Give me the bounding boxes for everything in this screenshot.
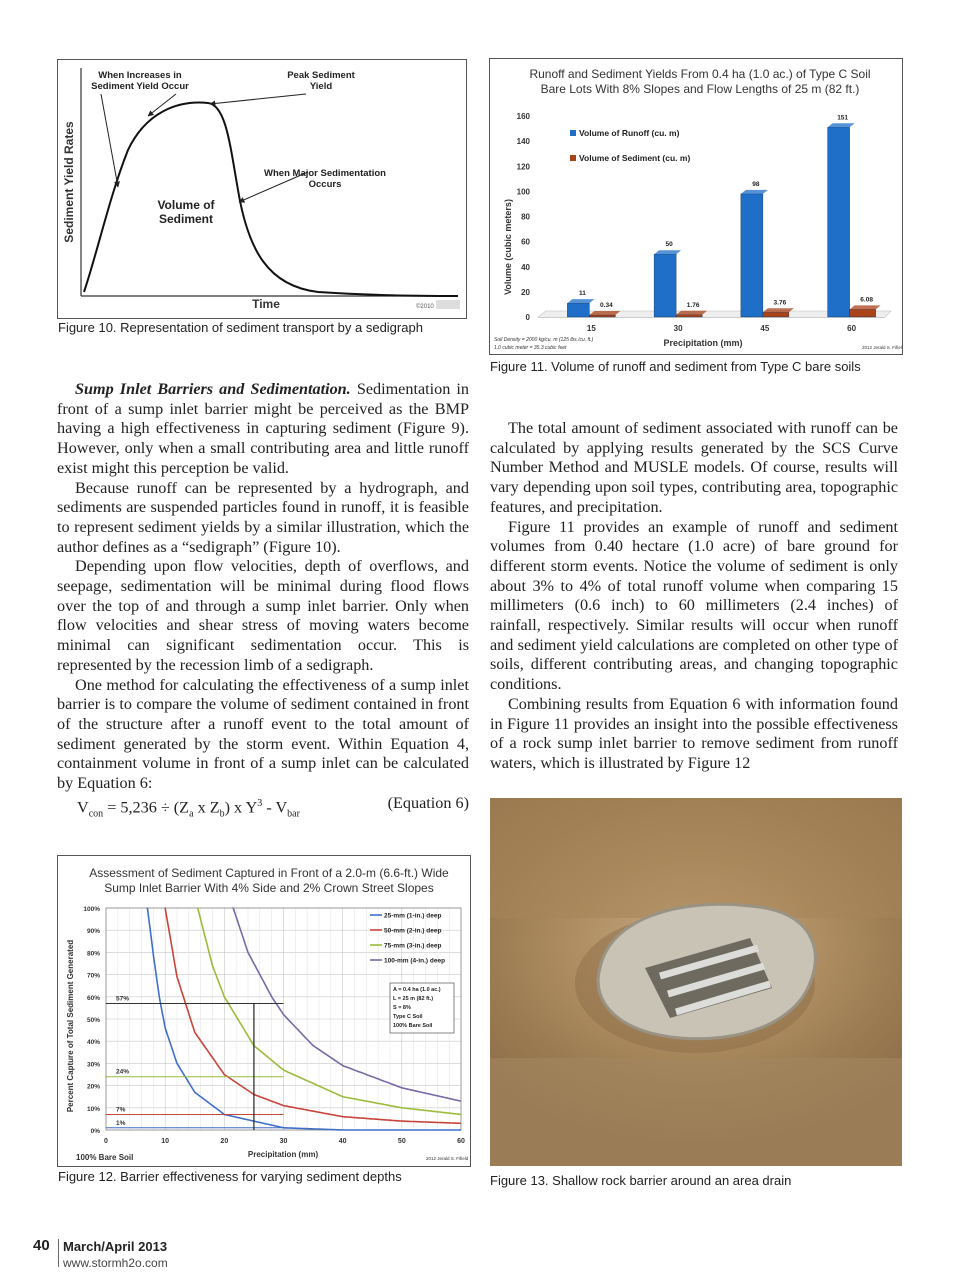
figure-10 <box>57 59 467 319</box>
page-number: 40 <box>33 1237 50 1254</box>
issue-date: March/April 2013 <box>63 1239 168 1254</box>
figure-13-photo <box>490 798 902 1166</box>
y-tick-label: 20 <box>521 287 530 297</box>
x-tick-label: 60 <box>457 1138 465 1145</box>
y-tick-label: 80% <box>86 950 100 958</box>
left-p4: One method for calculating the effectiveness of a sump inlet barrier is to compare the volume of sediment contained in front of the structure after a runoff event to the total amount of sediment generated by the storm event. Within Equation 4, containment volume in front of a sump inlet can be calculated by Equation 6: <box>57 675 469 793</box>
y-tick-label: 0% <box>90 1128 100 1135</box>
right-p3: Combining results from Equation 6 with information found in Figure 11 provides an insight into the possible effectiveness of a rock sump inlet barrier to remove sediment from runoff waters, which is illustrated by Figure 12 <box>490 694 898 772</box>
y-tick-label: 20% <box>86 1083 100 1091</box>
legend-label: 25-mm (1-in.) deep <box>384 912 442 920</box>
x-tick-label: 15 <box>586 324 596 333</box>
y-tick-label: 100% <box>83 906 100 913</box>
info-line: A = 0.4 ha (1.0 ac.) <box>393 987 441 993</box>
soil-background <box>490 798 902 918</box>
fig12-xlabel: Precipitation (mm) <box>247 1150 319 1159</box>
figure-12 <box>57 855 471 1167</box>
equation-6: $V_{con} = 5,236 \div (Z_a$ x $Z_b$) x $Y^3 - V_{bar}$ (Equation 6) <box>77 793 469 820</box>
fig12-ylabel: Percent Capture of Total Sediment Generated <box>66 939 75 1113</box>
right-column <box>490 419 898 774</box>
runoff-value-label: 98 <box>752 180 760 188</box>
fig11-note2: 1.0 cubic meter = 35.3 cubic feet <box>494 345 567 351</box>
photo-drawing <box>490 798 902 1166</box>
x-tick-label: 10 <box>161 1138 170 1145</box>
fig10-logo <box>436 300 460 309</box>
x-tick-label: 30 <box>673 324 683 333</box>
sediment-bar <box>676 315 702 317</box>
fig11-caption: Figure 11. Volume of runoff and sediment from Type C bare soils <box>490 359 861 374</box>
y-tick-label: 120 <box>516 162 530 172</box>
fig12-chart <box>58 856 470 1166</box>
marker-label: 7% <box>116 1106 126 1114</box>
legend-swatch <box>570 130 576 136</box>
sediment-value-label: 1.76 <box>686 301 700 309</box>
right-p1: The total amount of sediment associated with runoff can be calculated by applying results generated by the SCS Curve Number Method and MUSLE models. Of course, results will vary depending upon soil types, contributing area, topographic features, and precipitation. <box>490 419 898 516</box>
x-tick-label: 45 <box>760 324 770 333</box>
marker-label: 24% <box>116 1068 130 1076</box>
fig11-title: Runoff and Sediment Yields From 0.4 ha (1.0 ac.) of Type C Soil Bare Lots With 8% Slopes and Flow Lengths of 25 m (82 ft.) <box>529 67 871 96</box>
info-line: 100% Bare Soil <box>393 1023 433 1029</box>
runoff-bar <box>741 194 763 317</box>
fig10-xlabel: Time <box>252 297 280 311</box>
section-heading: Sump Inlet Barriers and Sedimentation. <box>75 380 351 398</box>
fig12-title: Assessment of Sediment Captured in Front of a 2.0-m (6.6-ft.) Wide Sump Inlet Barrier With 4% Side and 2% Crown Street Slopes <box>89 866 449 895</box>
marker-label: 1% <box>116 1119 126 1127</box>
sediment-value-label: 6.08 <box>860 296 873 304</box>
x-tick-label: 60 <box>847 324 857 333</box>
runoff-value-label: 11 <box>578 290 586 298</box>
y-tick-label: 40 <box>521 262 530 272</box>
left-p2: Because runoff can be represented by a hydrograph, and sediments are suspended particles found in runoff, it is feasible to represent sediment yields by a similar illustration, which the author defines as a “sedigraph” (Figure 10). <box>57 478 469 556</box>
ann-volume: Volume of Sediment <box>157 198 215 226</box>
y-tick-label: 0 <box>525 313 530 322</box>
x-tick-label: 40 <box>338 1138 347 1145</box>
sediment-bar <box>850 309 876 317</box>
y-tick-label: 140 <box>516 137 530 147</box>
info-line: Type C Soil <box>393 1014 423 1020</box>
x-tick-label: 20 <box>220 1138 229 1145</box>
right-p2: Figure 11 provides an example of runoff and sediment volumes from 0.40 hectare (1.0 acre) of bare ground for different storm events. Notice the volume of sediment is only about 3% to 4% of total runoff volume when comparing 15 millimeters (0.6 inch) to 60 millimeters (2.4 inches) of rainfall, respectively. Similar results will occur when runoff and sediment yield calculations are completed on other type of soils, different contributing areas, and changing topographic conditions. <box>490 517 898 694</box>
fig11-chart <box>490 59 902 354</box>
sediment-value-label: 0.34 <box>600 302 613 309</box>
legend-label: Volume of Runoff (cu. m) <box>579 128 680 138</box>
fig11-ylabel: Volume (cubic meters) <box>503 199 513 295</box>
runoff-value-label: 151 <box>837 114 849 122</box>
fig10-caption: Figure 10. Representation of sediment transport by a sedigraph <box>58 320 423 335</box>
equation-label: (Equation 6) <box>387 793 469 812</box>
site-url[interactable]: www.stormh2o.com <box>63 1256 168 1270</box>
legend-label: 100-mm (4-in.) deep <box>384 957 446 965</box>
fig12-credit: 2012 Jerald S. Fifield <box>426 1156 469 1161</box>
marker-label: 57% <box>116 995 130 1003</box>
x-tick-label: 50 <box>397 1138 406 1145</box>
sediment-bar <box>589 315 615 317</box>
x-tick-label: 30 <box>279 1138 288 1145</box>
y-tick-label: 160 <box>516 112 530 121</box>
legend-swatch <box>570 155 576 161</box>
y-tick-label: 70% <box>86 972 100 980</box>
ann-major: When Major Sedimentation Occurs <box>264 168 386 190</box>
fig11-note1: Soil Density = 2000 kg/cu. m (125 lbs./cu. ft.) <box>494 337 594 343</box>
sediment-bar-top <box>676 311 707 315</box>
y-tick-label: 60 <box>521 237 530 247</box>
y-tick-label: 90% <box>86 928 100 936</box>
y-tick-label: 80 <box>521 212 530 222</box>
fig11-xlabel: Precipitation (mm) <box>663 338 743 348</box>
sediment-bar-top <box>763 308 794 312</box>
sediment-bar-top <box>850 305 881 309</box>
y-tick-label: 50% <box>86 1017 100 1024</box>
y-tick-label: 60% <box>86 994 100 1002</box>
info-line: S = 8% <box>393 1005 411 1011</box>
fig13-caption: Figure 13. Shallow rock barrier around an area drain <box>490 1173 792 1188</box>
left-p3: Depending upon flow velocities, depth of overflows, and seepage, sedimentation will be minimal during flood flows over the top of and through a sump inlet barrier. Only when flow velocities and shear stress of moving waters become minimal can significant sedimentation occur. This is represented by the recession limb of a sedigraph. <box>57 557 469 674</box>
dry-grass-foreground <box>490 1058 902 1166</box>
left-p1: Sedimentation in front of a sump inlet barrier might be perceived as the BMP having a high effectiveness in capturing sediment (Figure 9). However, only when a small contributing area and little runoff exist might this perception be valid. <box>57 380 469 477</box>
runoff-bar-top <box>828 123 855 127</box>
fig10-ylabel: Sediment Yield Rates <box>62 121 76 243</box>
runoff-bar-top <box>741 190 768 194</box>
ann-increase: When Increases in Sediment Yield Occur <box>91 70 189 92</box>
runoff-bar <box>828 127 850 317</box>
fig12-info-box <box>390 983 454 1033</box>
fig12-caption: Figure 12. Barrier effectiveness for varying sediment depths <box>58 1169 402 1184</box>
y-tick-label: 40% <box>86 1039 100 1047</box>
arrow-increase <box>101 94 118 187</box>
runoff-bar <box>654 254 676 317</box>
legend-label: 75-mm (3-in.) deep <box>384 942 442 950</box>
sediment-value-label: 3.76 <box>773 299 787 307</box>
figure-11 <box>489 58 903 355</box>
fig11-credit: 2012 Jerald S. Fifield <box>862 345 902 350</box>
runoff-bar <box>567 303 589 317</box>
left-column <box>57 380 469 820</box>
sedigraph-curve <box>84 103 458 296</box>
x-tick-label: 0 <box>104 1138 108 1145</box>
ann-peak: Peak Sediment Yield <box>287 70 355 92</box>
legend-label: Volume of Sediment (cu. m) <box>579 153 691 163</box>
fig12-footer-left: 100% Bare Soil <box>76 1153 134 1162</box>
y-tick-label: 10% <box>86 1105 100 1113</box>
runoff-bar-top <box>654 250 681 254</box>
runoff-bar-top <box>567 299 594 303</box>
fig10-copyright: ©2010 <box>416 304 434 310</box>
sediment-bar <box>763 312 789 317</box>
info-line: L = 25 m (82 ft.) <box>393 996 434 1002</box>
sedigraph-svg <box>58 60 466 318</box>
runoff-value-label: 50 <box>665 241 673 249</box>
y-tick-label: 100 <box>516 187 530 197</box>
legend-label: 50-mm (2-in.) deep <box>384 927 442 935</box>
sediment-bar-top <box>589 311 620 315</box>
y-tick-label: 30% <box>86 1061 100 1069</box>
footer-divider <box>58 1239 59 1267</box>
